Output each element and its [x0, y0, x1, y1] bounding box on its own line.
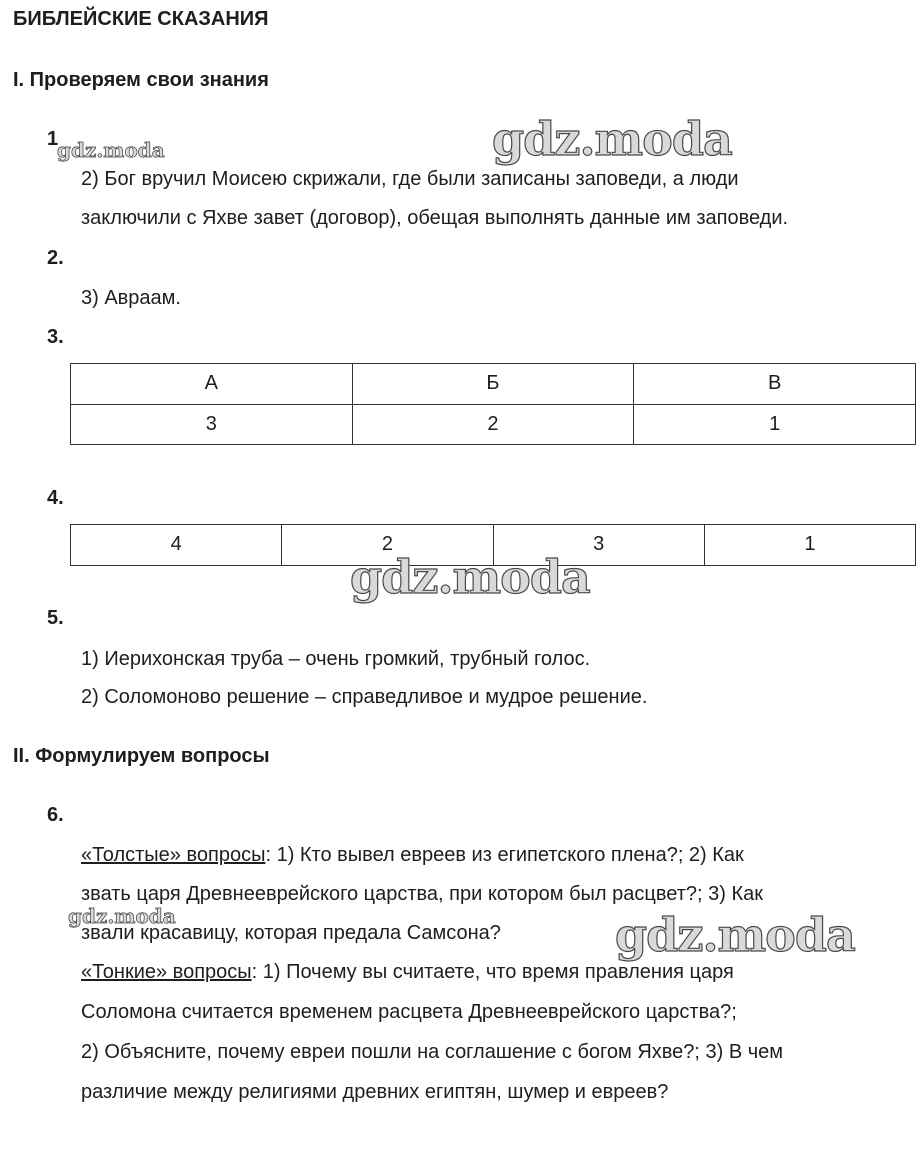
- thick-questions-label: «Толстые» вопросы: [81, 844, 266, 866]
- question-6-number: 6.: [47, 804, 64, 826]
- question-1-line-2: заключили с Яхве завет (договор), обещая выполнять данные им заповеди.: [81, 207, 789, 229]
- question-1-number: 1: [47, 128, 59, 150]
- table-cell: 2: [352, 405, 634, 445]
- thick-questions-line-1: [81, 844, 744, 867]
- question-1-line-1: 2) Бог вручил Моисею скрижали, где были записаны заповеди, а люди: [81, 168, 739, 190]
- table-header-cell: А: [71, 364, 353, 405]
- thick-questions-text: : 1) Кто вывел евреев из египетского плена?; 2) Как: [265, 844, 744, 866]
- section-1-heading: I. Проверяем свои знания: [13, 69, 269, 91]
- thick-questions-line-3: звали красавицу, которая предала Самсона?: [81, 922, 501, 944]
- question-3-number: 3.: [47, 326, 64, 348]
- question-5-line-1: 1) Иерихонская труба – очень громкий, трубный голос.: [81, 648, 591, 670]
- watermark-logo: gdz.moda: [68, 904, 176, 928]
- watermark-logo: gdz.moda: [57, 138, 165, 162]
- question-5-line-2: 2) Соломоново решение – справедливое и мудрое решение.: [81, 686, 648, 708]
- thin-questions-line-2: Соломона считается временем расцвета Древнееврейского царства?;: [81, 1001, 737, 1023]
- thick-questions-line-2: звать царя Древнееврейского царства, при котором был расцвет?; 3) Как: [81, 883, 763, 905]
- watermark-logo: gdz.moda: [492, 112, 732, 166]
- thin-questions-line-1: [81, 961, 734, 984]
- thin-questions-label: «Тонкие» вопросы: [81, 961, 252, 983]
- table-header-cell: Б: [352, 364, 634, 405]
- question-3-table: [70, 363, 916, 445]
- table-cell: 4: [71, 525, 282, 566]
- table-cell: 3: [71, 405, 353, 445]
- question-2-answer: 3) Авраам.: [81, 287, 181, 309]
- table-cell: 2: [282, 525, 493, 566]
- thin-questions-line-4: различие между религиями древних египтян, шумер и евреев?: [81, 1081, 669, 1103]
- table-cell: 1: [634, 405, 916, 445]
- question-4-number: 4.: [47, 487, 64, 509]
- watermark-logo: gdz.moda: [350, 550, 590, 604]
- question-2-number: 2.: [47, 247, 64, 269]
- question-5-number: 5.: [47, 607, 64, 629]
- thin-questions-text: : 1) Почему вы считаете, что время правления царя: [251, 961, 734, 983]
- section-2-heading: II. Формулируем вопросы: [13, 745, 270, 767]
- page-title: БИБЛЕЙСКИЕ СКАЗАНИЯ: [13, 8, 269, 30]
- table-header-cell: В: [634, 364, 916, 405]
- table-cell: 1: [704, 525, 915, 566]
- thin-questions-line-3: 2) Объясните, почему евреи пошли на соглашение с богом Яхве?; 3) В чем: [81, 1041, 784, 1063]
- table-cell: 3: [493, 525, 704, 566]
- watermark-logo: gdz.moda: [615, 908, 855, 962]
